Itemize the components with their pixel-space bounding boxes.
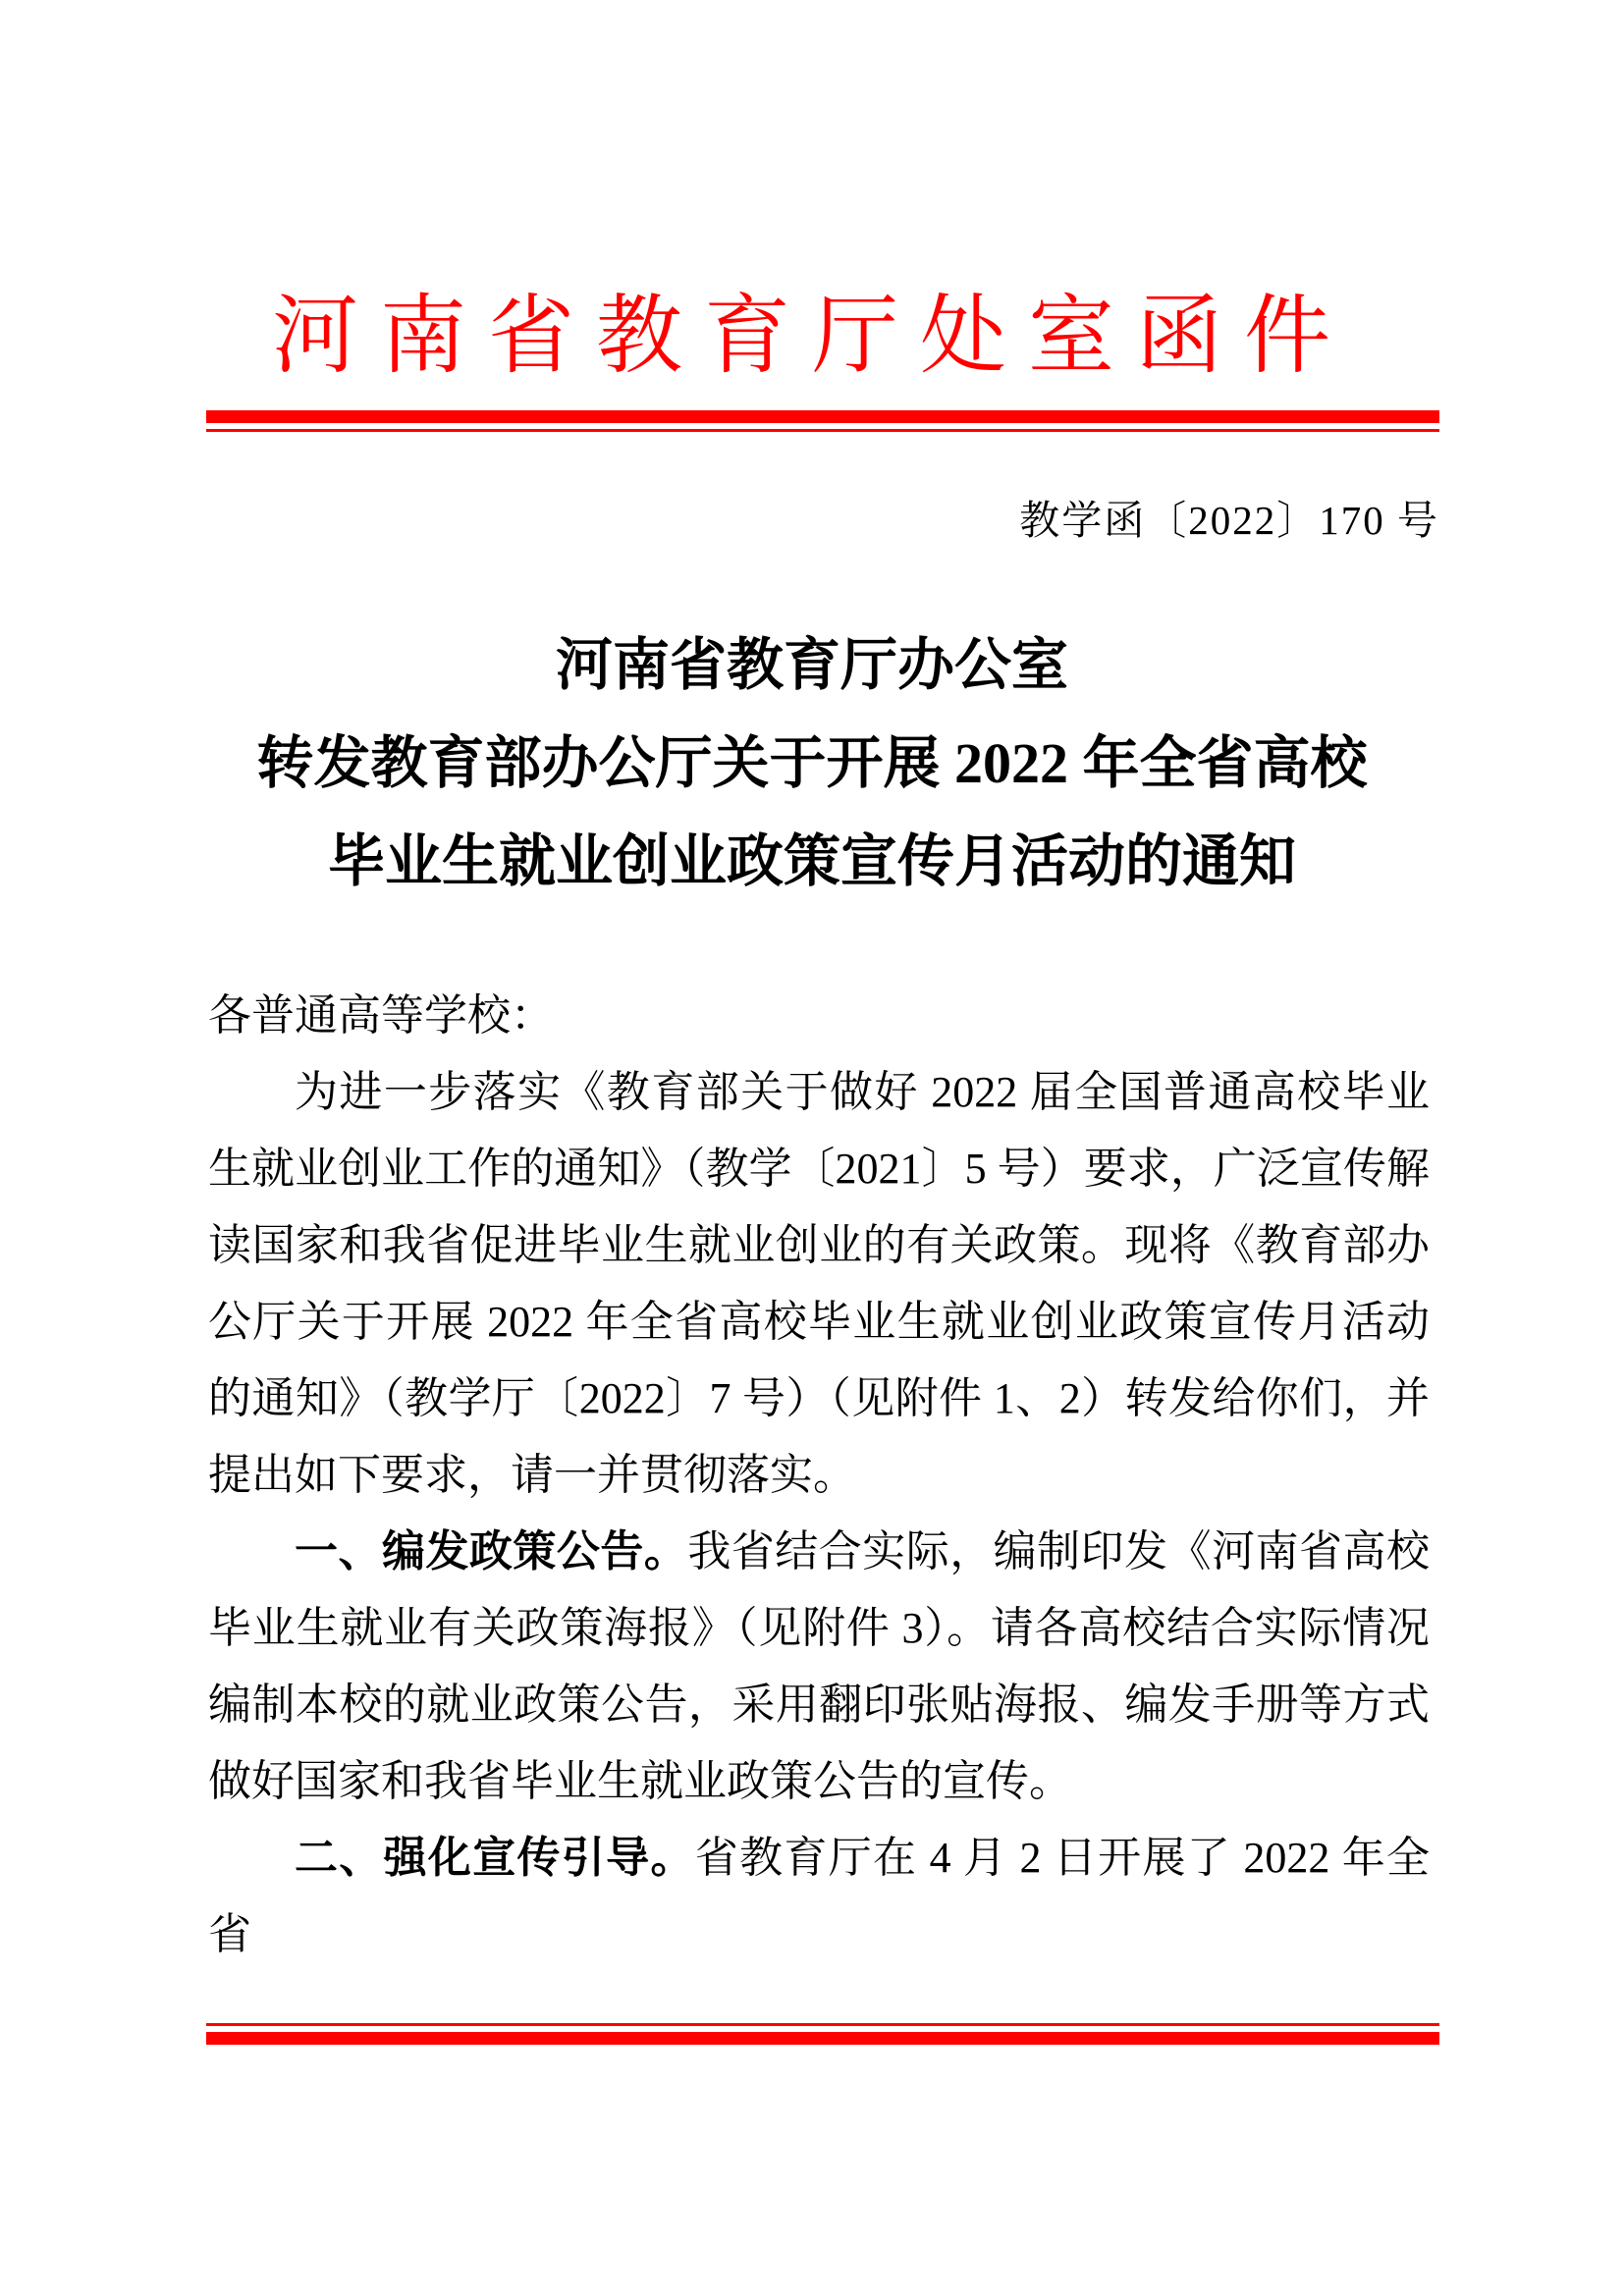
document-title	[201, 616, 1423, 911]
document-title-line-3: 毕业生就业创业政策宣传月活动的通知	[327, 829, 1296, 893]
footer-rule-thick-line	[206, 2032, 1439, 2045]
footer-double-rule	[206, 2023, 1439, 2045]
paragraph-item-1-text: 我省结合实际，编制印发《河南省高校毕业生就业有关政策海报》（见附件 3）。请各高校结合实际情况编制本校的就业政策公告，采用翻印张贴海报、编发手册等方式做好国家和我省毕业生就业政策公告的宣传。	[208, 1527, 1431, 1805]
paragraph-item-2-text: 省教育厅在 4 月 2 日开展了 2022 年全省	[208, 1834, 1431, 1958]
paragraph-item-1	[208, 1514, 1430, 1820]
document-title-line-1: 河南省教育厅办公室	[555, 633, 1068, 697]
salutation	[208, 978, 1430, 1054]
salutation-text: 各普通高等学校：	[208, 991, 554, 1040]
paragraph-intro	[208, 1054, 1430, 1514]
paragraph-item-2-heading: 二、强化宣传引导。	[295, 1834, 695, 1882]
document-number: 教学函〔2022〕170 号	[1019, 498, 1439, 543]
paragraph-intro-text: 为进一步落实《教育部关于做好 2022 届全国普通高校毕业生就业创业工作的通知》（教学〔2021〕5 号）要求，广泛宣传解读国家和我省促进毕业生就业创业的有关政策。现将《教育部办公厅关于开展 2022 年全省高校毕业生就业创业政策宣传月活动的通知》（教学厅〔2022〕7 号）（见附件 1、2）转发给你们，并提出如下要求，请一并贯彻落实。	[208, 1068, 1430, 1499]
letterhead-title: 河南省教育厅处室函件	[271, 290, 1352, 385]
header-rule-thin-line	[206, 429, 1439, 432]
document-body	[208, 978, 1430, 1973]
header-double-rule	[206, 410, 1439, 432]
document-title-line-2: 转发教育部办公厅关于开展 2022 年全省高校	[256, 731, 1368, 795]
header-rule-thick-line	[206, 410, 1439, 423]
paragraph-item-1-heading: 一、编发政策公告。	[295, 1527, 688, 1575]
paragraph-item-2	[208, 1820, 1430, 1973]
